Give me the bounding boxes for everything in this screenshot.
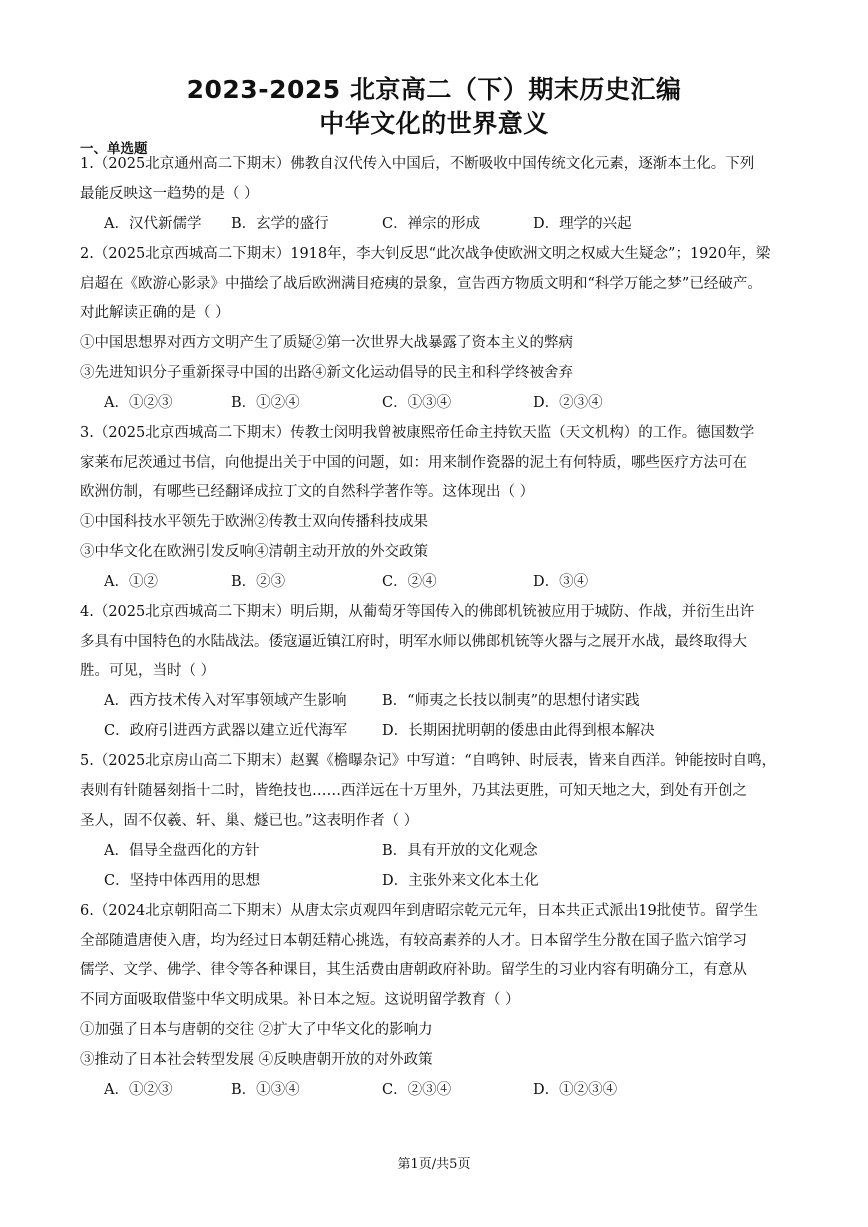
q6-option-c: C．②③④ — [382, 1082, 452, 1098]
q6-stem-line-4: 不同方面吸取借鉴中华文明成果。补日本之短。这说明留学教育（ ） — [80, 992, 520, 1008]
q2-option-a: A．①②③ — [104, 395, 173, 411]
q5-option-c: C．坚持中体西用的思想 — [104, 873, 261, 889]
q1-option-c: C．禅宗的形成 — [382, 216, 481, 232]
q2-stem-line-3: 对此解读正确的是（ ） — [80, 305, 230, 321]
q4-option-d: D．长期困扰明朝的倭患由此得到根本解决 — [382, 723, 655, 739]
q3-option-d: D．③④ — [533, 574, 589, 590]
q4-stem-line-1: 4.（2025北京西城高二下期末）明后期，从葡萄牙等国传入的佛郎机铳被应用于城防、作战，并衍生出许 — [80, 604, 755, 620]
q3-statement-line-1: ①中国科技水平领先于欧洲②传教士双向传播科技成果 — [80, 514, 428, 530]
q3-statement-line-2: ③中华文化在欧洲引发反响④清朝主动开放的外交政策 — [80, 544, 428, 560]
q6-stem-line-2: 全部随遣唐使入唐，均为经过日本朝廷精心挑选，有较高素养的人才。日本留学生分散在国子监六馆学习 — [80, 933, 747, 949]
q5-option-b: B．具有开放的文化观念 — [382, 843, 538, 859]
q4-stem-line-2: 多具有中国特色的水陆战法。倭寇逼近镇江府时，明军水师以佛郎机铳等火器与之展开水战，最终取得大 — [80, 634, 747, 650]
document-title: 2023-2025 北京高二（下）期末历史汇编 — [186, 75, 682, 104]
q6-option-a: A．①②③ — [104, 1082, 173, 1098]
q1-stem-line-2: 最能反映这一趋势的是（ ） — [80, 186, 259, 202]
q1-option-b: B．玄学的盛行 — [231, 216, 329, 232]
q5-stem-line-2: 表则有针随晷刻指十二时，皆绝技也……西洋远在十万里外，乃其法更胜，可知天地之大，到处有开创之 — [80, 783, 747, 799]
q2-option-b: B．①②④ — [231, 395, 300, 411]
q5-stem-line-1: 5.（2025北京房山高二下期末）赵翼《檐曝杂记》中写道：“自鸣钟、时辰表，皆来自西洋。钟能按时自鸣， — [80, 753, 777, 769]
q2-option-d: D．②③④ — [533, 395, 603, 411]
document-subtitle: 中华文化的世界意义 — [319, 109, 549, 138]
q1-stem-line-1: 1.（2025北京通州高二下期末）佛教自汉代传入中国后，不断吸收中国传统文化元素，逐渐本土化。下列 — [80, 156, 755, 172]
q3-option-a: A．①② — [104, 574, 158, 590]
q4-option-a: A．西方技术传入对军事领域产生影响 — [104, 693, 347, 709]
q4-option-c: C．政府引进西方武器以建立近代海军 — [104, 723, 348, 739]
q5-option-a: A．倡导全盘西化的方针 — [104, 843, 260, 859]
q6-statement-line-2: ③推动了日本社会转型发展 ④反映唐朝开放的对外政策 — [80, 1052, 433, 1068]
q3-option-c: C．②④ — [382, 574, 437, 590]
page-number: 第1页/共5页 — [397, 1157, 471, 1172]
q6-stem-line-1: 6.（2024北京朝阳高二下期末）从唐太宗贞观四年到唐昭宗乾元元年，日本共正式派出19批使节。留学生 — [80, 903, 759, 919]
q3-stem-line-1: 3.（2025北京西城高二下期末）传教士闵明我曾被康熙帝任命主持钦天监（天文机构）的工作。德国数学 — [80, 425, 755, 441]
q2-option-c: C．①③④ — [382, 395, 452, 411]
q5-stem-line-3: 圣人，固不仅羲、轩、巢、燧已也。”这表明作者（ ） — [80, 813, 419, 829]
q3-stem-line-2: 家莱布尼茨通过书信，向他提出关于中国的问题，如：用来制作瓷器的泥土有何特质，哪些医疗方法可在 — [80, 455, 747, 471]
q2-statement-line-1: ①中国思想界对西方文明产生了质疑②第一次世界大战暴露了资本主义的弊病 — [80, 335, 573, 351]
q6-option-d: D．①②③④ — [533, 1082, 618, 1098]
q6-stem-line-3: 儒学、文学、佛学、律令等各种课目，其生活费由唐朝政府补助。留学生的习业内容有明确分工，有意从 — [80, 962, 747, 978]
q4-option-b: B．“师夷之长技以制夷”的思想付诸实践 — [382, 693, 640, 709]
q5-option-d: D．主张外来文化本土化 — [382, 873, 539, 889]
q2-stem-line-2: 启超在《欧游心影录》中描绘了战后欧洲满目疮痍的景象，宣告西方物质文明和“科学万能之梦”已经破产。 — [80, 276, 762, 292]
section-heading: 一、单选题 — [80, 141, 148, 157]
q1-option-d: D．理学的兴起 — [533, 216, 632, 232]
q3-stem-line-3: 欧洲仿制，有哪些已经翻译成拉丁文的自然科学著作等。这体现出（ ） — [80, 484, 535, 500]
q2-statement-line-2: ③先进知识分子重新探寻中国的出路④新文化运动倡导的民主和科学终被舍弃 — [80, 365, 573, 381]
q4-stem-line-3: 胜。可见，当时（ ） — [80, 663, 216, 679]
q6-option-b: B．①③④ — [231, 1082, 300, 1098]
q2-stem-line-1: 2.（2025北京西城高二下期末）1918年，李大钊反思“此次战争使欧洲文明之权威大生疑念”；1920年，梁 — [80, 246, 771, 262]
q3-option-b: B．②③ — [231, 574, 286, 590]
q6-statement-line-1: ①加强了日本与唐朝的交往 ②扩大了中华文化的影响力 — [80, 1022, 433, 1038]
q1-option-a: A．汉代新儒学 — [104, 216, 202, 232]
